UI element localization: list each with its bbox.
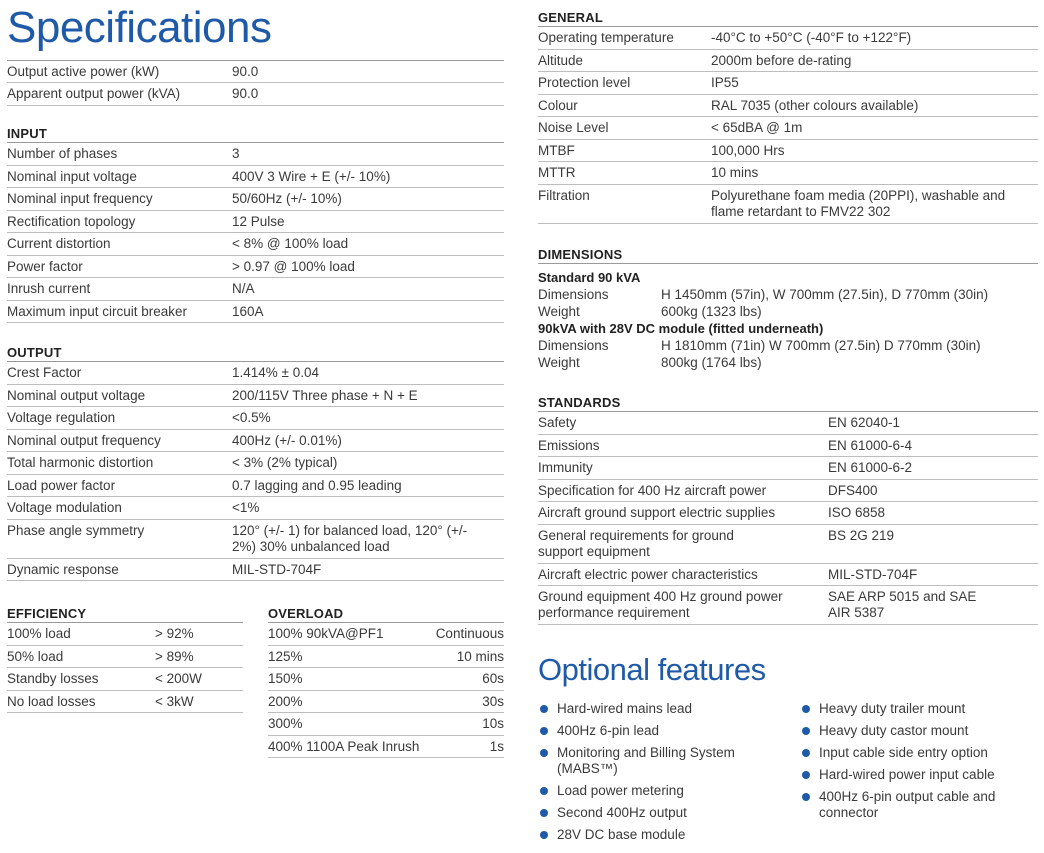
spec-value: 1s xyxy=(489,738,504,754)
spec-value: RAL 7035 (other colours available) xyxy=(711,97,919,113)
spec-label: Aircraft electric power characteristics xyxy=(538,566,758,582)
spec-label: Voltage modulation xyxy=(7,500,122,515)
spec-label: Nominal input voltage xyxy=(7,168,137,184)
spec-label: Apparent output power (kVA) xyxy=(7,86,181,101)
spec-row xyxy=(7,166,504,189)
feature-label: Heavy duty castor mount xyxy=(819,723,969,738)
spec-value: BS 2G 219 xyxy=(828,527,895,543)
spec-row xyxy=(7,211,504,234)
spec-label: 400% 1100A Peak Inrush xyxy=(268,738,420,754)
optional-features-right-list xyxy=(802,701,1038,827)
spec-row xyxy=(538,435,1038,458)
spec-row xyxy=(538,185,1038,224)
feature-label: Second 400Hz output xyxy=(557,805,687,820)
spec-label: 100% 90kVA@PF1 xyxy=(268,626,384,641)
spec-row xyxy=(7,385,504,408)
dimension-value: H 1810mm (71in) W 700mm (27.5in) D 770mm (30in) xyxy=(661,338,981,353)
dimension-group-title: Standard 90 kVA xyxy=(538,270,641,285)
bullet-icon xyxy=(540,705,548,713)
spec-label: 100% load xyxy=(7,626,71,641)
spec-value: SAE ARP 5015 and SAE AIR 5387 xyxy=(828,589,977,620)
feature-item xyxy=(802,767,1038,783)
spec-label: Noise Level xyxy=(538,120,609,135)
spec-row xyxy=(7,60,504,83)
spec-value: < 65dBA @ 1m xyxy=(711,120,803,135)
dimension-row xyxy=(538,337,1038,354)
spec-label: Load power factor xyxy=(7,477,116,493)
feature-label: 400Hz 6-pin output cable and connector xyxy=(819,789,996,820)
feature-label: Hard-wired mains lead xyxy=(557,701,693,716)
spec-value: <1% xyxy=(232,500,260,515)
feature-label: 400Hz 6-pin lead xyxy=(557,723,660,738)
feature-label: Heavy duty trailer mount xyxy=(819,701,966,716)
spec-label: Current distortion xyxy=(7,236,111,251)
spec-label: Voltage regulation xyxy=(7,410,116,425)
spec-row xyxy=(538,72,1038,95)
section-heading: OUTPUT xyxy=(7,344,504,362)
spec-row xyxy=(7,559,504,582)
dimension-row xyxy=(538,303,1038,320)
efficiency-section xyxy=(7,605,243,713)
bullet-icon xyxy=(802,793,810,801)
spec-label: Nominal input frequency xyxy=(7,191,153,206)
dimension-value: 800kg (1764 lbs) xyxy=(661,355,762,370)
spec-label: Nominal output frequency xyxy=(7,432,161,448)
spec-row xyxy=(7,278,504,301)
dimension-row xyxy=(538,354,1038,371)
bullet-icon xyxy=(540,727,548,735)
spec-label: MTTR xyxy=(538,165,576,180)
spec-value: IP55 xyxy=(711,75,739,90)
spec-label: Colour xyxy=(538,97,578,113)
spec-row xyxy=(7,475,504,498)
feature-label: Hard-wired power input cable xyxy=(819,767,995,782)
spec-value: < 8% @ 100% load xyxy=(232,236,349,251)
spec-label: Safety xyxy=(538,415,577,430)
feature-label: Input cable side entry option xyxy=(819,745,988,760)
spec-value: > 92% xyxy=(155,626,194,641)
spec-row xyxy=(538,117,1038,140)
spec-row xyxy=(538,457,1038,480)
spec-label: Crest Factor xyxy=(7,365,82,380)
spec-label: 300% xyxy=(268,716,303,731)
spec-row xyxy=(538,95,1038,118)
spec-row xyxy=(268,691,504,714)
spec-value: 90.0 xyxy=(232,64,259,79)
spec-label: Emissions xyxy=(538,437,600,453)
spec-value: <0.5% xyxy=(232,410,271,425)
section-heading: EFFICIENCY xyxy=(7,605,243,623)
feature-item xyxy=(540,783,790,799)
feature-label: Load power metering xyxy=(557,783,684,798)
spec-row xyxy=(7,301,504,324)
spec-row xyxy=(7,83,504,106)
page-title: Specifications xyxy=(7,3,272,52)
dimension-label: Weight xyxy=(538,304,580,319)
spec-label: MTBF xyxy=(538,142,575,158)
feature-item xyxy=(540,723,790,739)
spec-label: Number of phases xyxy=(7,146,118,161)
spec-row xyxy=(538,412,1038,435)
input-section xyxy=(7,125,504,323)
bullet-icon xyxy=(540,831,548,839)
feature-item xyxy=(540,827,790,843)
spec-label: Operating temperature xyxy=(538,30,674,45)
spec-label: Filtration xyxy=(538,187,590,203)
spec-label: Specification for 400 Hz aircraft power xyxy=(538,482,767,498)
spec-row xyxy=(538,564,1038,587)
spec-label: Altitude xyxy=(538,52,584,68)
spec-row xyxy=(538,27,1038,50)
spec-value: 10s xyxy=(482,716,504,731)
spec-row xyxy=(268,736,504,759)
spec-value: 100,000 Hrs xyxy=(711,142,785,158)
spec-label: Ground equipment 400 Hz ground power performance requirement xyxy=(538,589,783,620)
spec-row xyxy=(538,525,1038,564)
spec-label: Phase angle symmetry xyxy=(7,522,145,538)
spec-row xyxy=(7,407,504,430)
section-heading: STANDARDS xyxy=(538,394,1038,412)
feature-label: 28V DC base module xyxy=(557,827,686,842)
spec-value: > 89% xyxy=(155,648,194,664)
spec-row xyxy=(538,586,1038,625)
spec-row xyxy=(7,233,504,256)
spec-label: Standby losses xyxy=(7,671,99,686)
spec-row xyxy=(7,452,504,475)
bullet-icon xyxy=(540,787,548,795)
dimension-label: Dimensions xyxy=(538,287,609,302)
spec-value: Continuous xyxy=(435,626,504,641)
spec-value: < 3% (2% typical) xyxy=(232,455,338,470)
spec-value: -40°C to +50°C (-40°F to +122°F) xyxy=(711,30,912,45)
spec-label: 150% xyxy=(268,671,303,686)
spec-row xyxy=(7,691,243,714)
feature-item xyxy=(802,723,1038,739)
spec-label: Maximum input circuit breaker xyxy=(7,303,188,319)
spec-value: 90.0 xyxy=(232,86,259,101)
standards-section xyxy=(538,394,1038,625)
spec-row xyxy=(268,668,504,691)
spec-label: 200% xyxy=(268,693,303,709)
bullet-icon xyxy=(802,727,810,735)
spec-row xyxy=(7,256,504,279)
dimension-row xyxy=(538,286,1038,303)
spec-row xyxy=(7,646,243,669)
spec-label: Dynamic response xyxy=(7,561,119,577)
spec-row xyxy=(7,520,504,559)
optional-features-left-list xyxy=(540,701,790,849)
spec-label: 125% xyxy=(268,648,303,664)
bullet-icon xyxy=(802,771,810,779)
spec-row xyxy=(538,480,1038,503)
dimension-value: 600kg (1323 lbs) xyxy=(661,304,762,319)
spec-label: Output active power (kW) xyxy=(7,64,160,79)
spec-value: MIL-STD-704F xyxy=(232,561,322,577)
spec-value: 3 xyxy=(232,146,240,161)
spec-value: 1.414% ± 0.04 xyxy=(232,365,319,380)
spec-value: 200/115V Three phase + N + E xyxy=(232,387,418,403)
section-heading: DIMENSIONS xyxy=(538,246,1038,264)
dimension-label: Weight xyxy=(538,355,580,370)
bullet-icon xyxy=(802,749,810,757)
spec-value: 400Hz (+/- 0.01%) xyxy=(232,432,342,448)
spec-label: Inrush current xyxy=(7,281,91,296)
dimension-value: H 1450mm (57in), W 700mm (27.5in), D 770mm (30in) xyxy=(661,287,989,302)
spec-value: MIL-STD-704F xyxy=(828,566,918,582)
dimension-group-title: 90kVA with 28V DC module (fitted underneath) xyxy=(538,321,824,336)
spec-value: 12 Pulse xyxy=(232,213,285,229)
spec-row xyxy=(7,623,243,646)
section-heading: OVERLOAD xyxy=(268,605,504,623)
spec-label: No load losses xyxy=(7,693,96,709)
spec-label: 50% load xyxy=(7,648,64,664)
feature-item xyxy=(802,701,1038,717)
feature-item xyxy=(540,701,790,717)
dimension-label: Dimensions xyxy=(538,338,609,353)
spec-value: 0.7 lagging and 0.95 leading xyxy=(232,477,402,493)
section-heading: GENERAL xyxy=(538,9,1038,27)
feature-item xyxy=(540,745,790,777)
bullet-icon xyxy=(802,705,810,713)
spec-label: Total harmonic distortion xyxy=(7,455,154,470)
spec-row xyxy=(7,362,504,385)
spec-value: DFS400 xyxy=(828,482,878,498)
spec-row xyxy=(268,646,504,669)
spec-row xyxy=(7,430,504,453)
spec-value: EN 61000-6-4 xyxy=(828,437,913,453)
spec-value: EN 62040-1 xyxy=(828,415,901,430)
spec-row xyxy=(538,162,1038,185)
output-section xyxy=(7,344,504,581)
spec-row xyxy=(7,143,504,166)
spec-label: Nominal output voltage xyxy=(7,387,146,403)
spec-label: Rectification topology xyxy=(7,213,136,229)
bullet-icon xyxy=(540,809,548,817)
spec-row xyxy=(7,668,243,691)
spec-value: N/A xyxy=(232,281,255,296)
spec-row xyxy=(538,140,1038,163)
spec-row xyxy=(7,497,504,520)
dimensions-section xyxy=(538,246,1038,371)
spec-value: EN 61000-6-2 xyxy=(828,460,913,475)
spec-value: 10 mins xyxy=(711,165,759,180)
summary-table xyxy=(7,60,504,106)
spec-label: General requirements for ground support equipment xyxy=(538,527,734,559)
spec-value: Polyurethane foam media (20PPI), washable and flame retardant to FMV22 302 xyxy=(711,187,1006,219)
spec-value: 2000m before de-rating xyxy=(711,52,852,68)
spec-value: 160A xyxy=(232,303,264,319)
feature-item xyxy=(802,789,1038,821)
spec-row xyxy=(538,50,1038,73)
spec-row xyxy=(268,623,504,646)
spec-row xyxy=(268,713,504,736)
spec-label: Power factor xyxy=(7,258,83,274)
bullet-icon xyxy=(540,749,548,757)
spec-value: 10 mins xyxy=(456,648,504,664)
feature-label: Monitoring and Billing System (MABS™) xyxy=(557,745,735,776)
spec-label: Aircraft ground support electric supplies xyxy=(538,505,776,520)
spec-label: Immunity xyxy=(538,460,593,475)
spec-value: ISO 6858 xyxy=(828,505,886,520)
spec-value: 120° (+/- 1) for balanced load, 120° (+/- 2%) 30% unbalanced load xyxy=(232,522,468,554)
spec-value: 60s xyxy=(482,671,504,686)
spec-value: < 200W xyxy=(155,671,202,686)
spec-value: > 0.97 @ 100% load xyxy=(232,258,355,274)
spec-value: 30s xyxy=(482,693,504,709)
spec-value: 50/60Hz (+/- 10%) xyxy=(232,191,342,206)
feature-item xyxy=(802,745,1038,761)
overload-section xyxy=(268,605,504,758)
spec-label: Protection level xyxy=(538,75,631,90)
general-section xyxy=(538,9,1038,224)
spec-row xyxy=(538,502,1038,525)
section-heading: INPUT xyxy=(7,125,504,143)
optional-features-title: Optional features xyxy=(538,652,766,687)
spec-row xyxy=(7,188,504,211)
spec-value: < 3kW xyxy=(155,693,194,709)
feature-item xyxy=(540,805,790,821)
spec-value: 400V 3 Wire + E (+/- 10%) xyxy=(232,168,391,184)
